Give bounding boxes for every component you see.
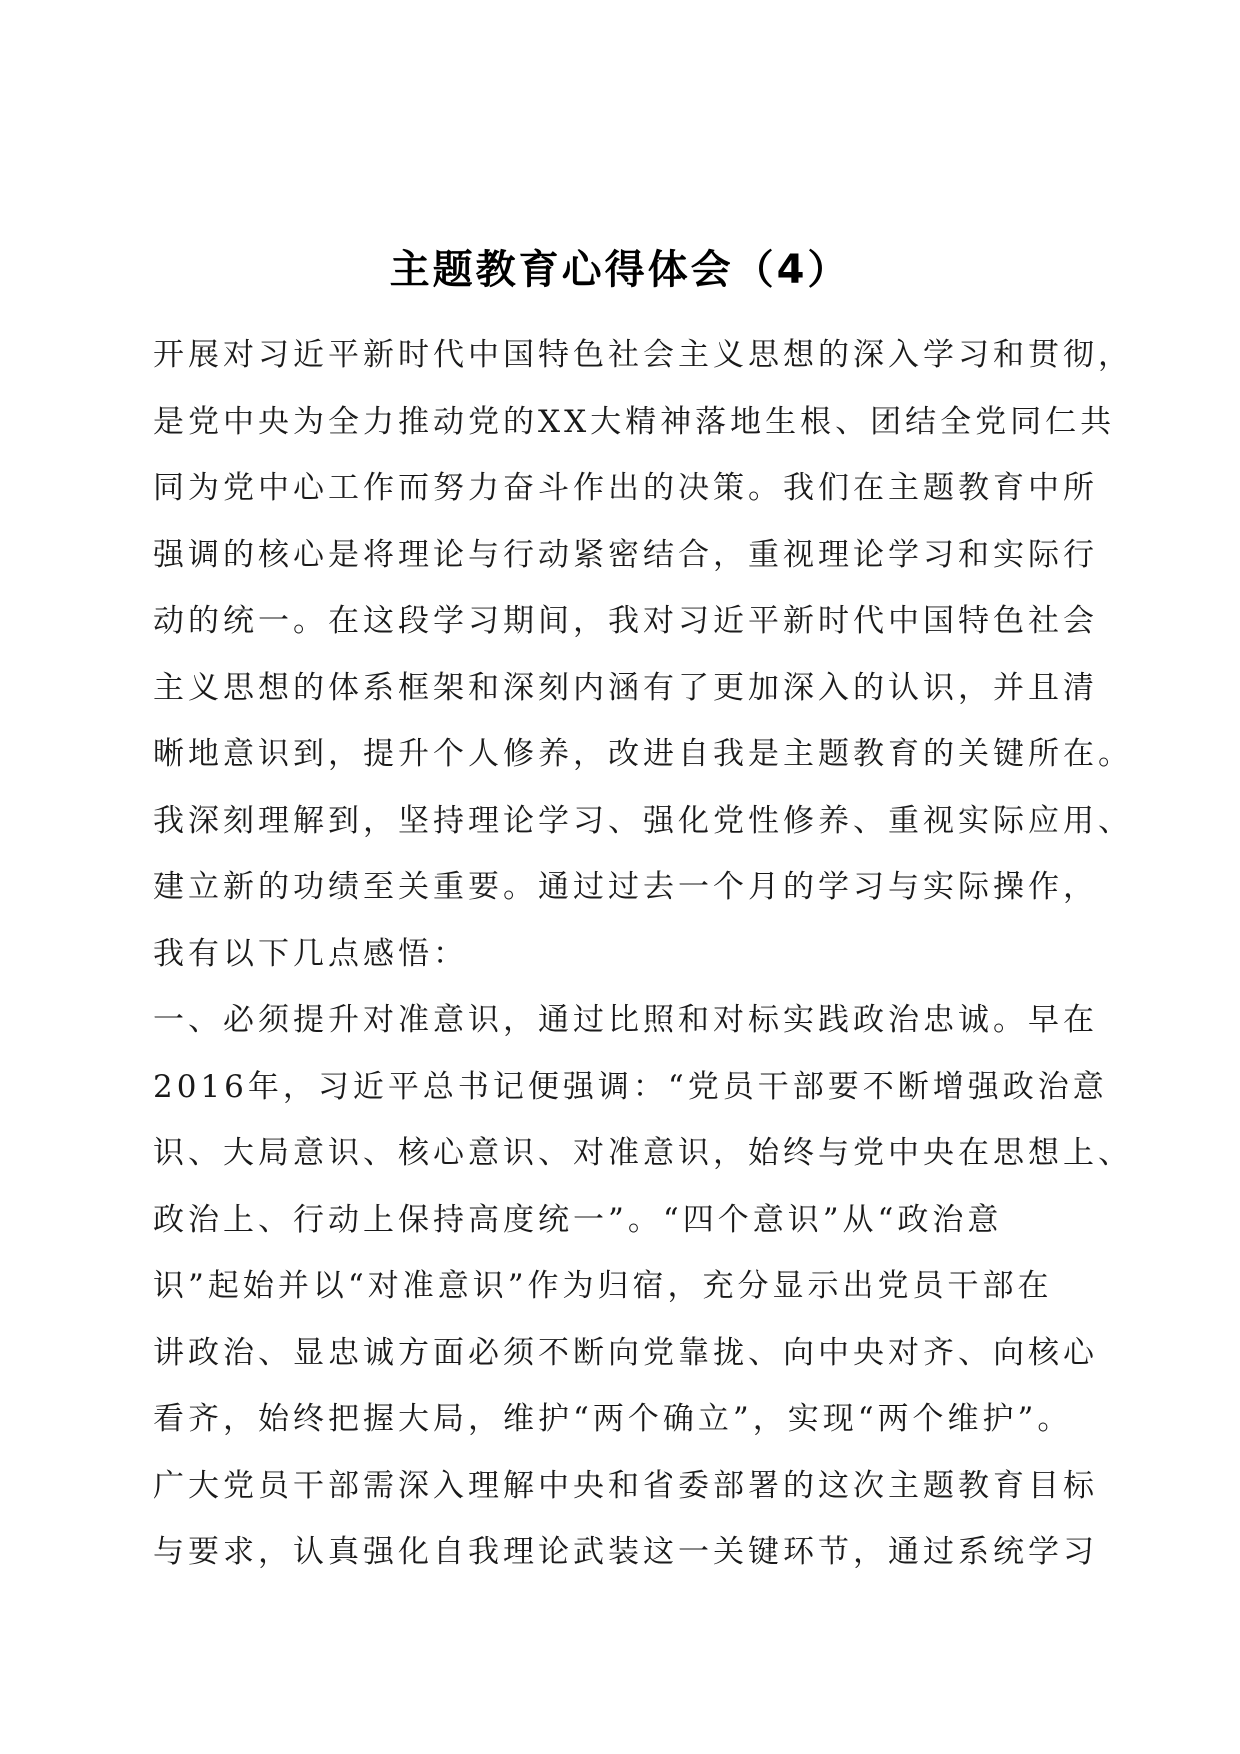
body-line: 看齐，始终把握大局，维护“两个确立”，实现“两个维护”。 — [153, 1401, 1073, 1437]
body-line: 是党中央为全力推动党的XX大精神落地生根、团结全党同仁共 — [153, 403, 1116, 440]
body-line: 广大党员干部需深入理解中央和省委部署的这次主题教育目标 — [153, 1467, 1098, 1504]
body-line: 我有以下几点感悟： — [153, 935, 468, 972]
body-line: 建立新的功绩至关重要。通过过去一个月的学习与实际操作， — [153, 869, 1098, 905]
body-line: 强调的核心是将理论与行动紧密结合，重视理论学习和实际行 — [153, 536, 1098, 573]
body-line: 动的统一。在这段学习期间，我对习近平新时代中国特色社会 — [153, 603, 1098, 639]
body-line: 一、必须提升对准意识，通过比照和对标实践政治忠诚。早在 — [153, 1002, 1098, 1038]
body-line: 开展对习近平新时代中国特色社会主义思想的深入学习和贯彻， — [153, 337, 1133, 373]
body-line: 讲政治、显忠诚方面必须不断向党靠拢、向中央对齐、向核心 — [153, 1334, 1098, 1371]
body-line: 与要求，认真强化自我理论武装这一关键环节，通过系统学习 — [153, 1534, 1098, 1570]
body-line: 同为党中心工作而努力奋斗作出的决策。我们在主题教育中所 — [153, 470, 1098, 506]
body-line: 识、大局意识、核心意识、对准意识，始终与党中央在思想上、 — [153, 1135, 1133, 1171]
body-line: 2016年，习近平总书记便强调：“党员干部要不断增强政治意 — [153, 1068, 1108, 1105]
body-line: 晰地意识到，提升个人修养，改进自我是主题教育的关键所在。 — [153, 736, 1133, 772]
document-body — [153, 322, 1133, 1586]
document-title: 主题教育心得体会（4） — [389, 247, 851, 293]
body-line: 主义思想的体系框架和深刻内涵有了更加深入的认识，并且清 — [153, 669, 1098, 706]
body-line: 我深刻理解到，坚持理论学习、强化党性修养、重视实际应用、 — [153, 802, 1133, 839]
body-line: 识”起始并以“对准意识”作为归宿，充分显示出党员干部在 — [153, 1268, 1053, 1304]
body-line: 政治上、行动上保持高度统一”。“四个意识”从“政治意 — [153, 1201, 1003, 1238]
